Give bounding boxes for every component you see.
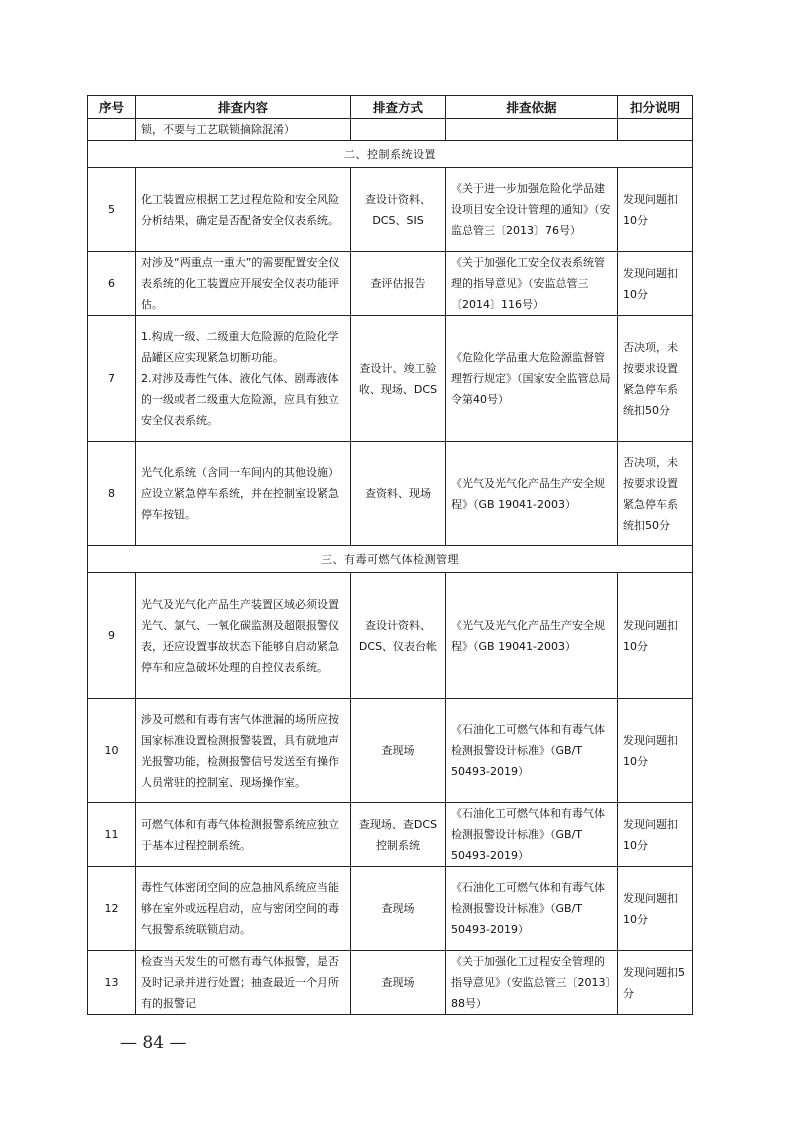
row-basis: 《光气及光气化产品生产安全规程》（GB 19041-2003） [446, 442, 618, 546]
row-method: 查资料、现场 [351, 442, 446, 546]
carry-method [351, 119, 446, 141]
row-deduction: 否决项，未按要求设置紧急停车系统扣50分 [618, 316, 693, 442]
row-number: 10 [88, 699, 136, 803]
row-content: 可燃气体和有毒气体检测报警系统应独立于基本过程控制系统。 [136, 803, 351, 867]
header-basis: 排查依据 [446, 96, 618, 119]
row-basis: 《石油化工可燃气体和有毒气体检测报警设计标准》（GB/T 50493-2019） [446, 699, 618, 803]
table-row [88, 803, 693, 867]
row-deduction: 发现问题扣10分 [618, 699, 693, 803]
row-method: 查设计资料、DCS、SIS [351, 168, 446, 252]
table-row [88, 573, 693, 699]
carry-over-row [88, 119, 693, 141]
header-method: 排查方式 [351, 96, 446, 119]
row-method: 查设计、竣工验收、现场、DCS [351, 316, 446, 442]
row-number: 5 [88, 168, 136, 252]
row-number: 11 [88, 803, 136, 867]
row-content: 光气及光气化产品生产装置区域必须设置光气、氯气、一氧化碳监测及超限报警仪表，还应设置事故状态下能够自启动紧急停车和应急破坏处理的自控仪表系统。 [136, 573, 351, 699]
section-row [88, 546, 693, 573]
row-number: 12 [88, 867, 136, 951]
row-deduction: 发现问题扣10分 [618, 803, 693, 867]
inspection-table [87, 95, 693, 1015]
section-title: 三、有毒可燃气体检测管理 [88, 546, 693, 573]
row-method: 查评估报告 [351, 252, 446, 316]
row-number: 6 [88, 252, 136, 316]
row-number: 9 [88, 573, 136, 699]
row-method: 查设计资料、DCS、仪表台帐 [351, 573, 446, 699]
row-method: 查现场 [351, 867, 446, 951]
carry-deduction [618, 119, 693, 141]
row-number: 7 [88, 316, 136, 442]
carry-content: 锁，不要与工艺联锁摘除混淆） [136, 119, 351, 141]
header-deduction: 扣分说明 [618, 96, 693, 119]
row-basis: 《关于加强化工安全仪表系统管理的指导意见》（安监总管三〔2014〕116号） [446, 252, 618, 316]
carry-no [88, 119, 136, 141]
table-row [88, 442, 693, 546]
row-basis: 《关于加强化工过程安全管理的指导意见》（安监总管三〔2013〕88号） [446, 951, 618, 1015]
row-content: 毒性气体密闭空间的应急抽风系统应当能够在室外或远程启动，应与密闭空间的毒气报警系统联锁启动。 [136, 867, 351, 951]
row-number: 13 [88, 951, 136, 1015]
header-content: 排查内容 [136, 96, 351, 119]
table-row [88, 951, 693, 1015]
header-row [88, 96, 693, 119]
section-title: 二、控制系统设置 [88, 141, 693, 168]
row-basis: 《光气及光气化产品生产安全规程》（GB 19041-2003） [446, 573, 618, 699]
table-row [88, 316, 693, 442]
row-content: 检查当天发生的可燃有毒气体报警，是否及时记录并进行处置；抽查最近一个月所有的报警记 [136, 951, 351, 1015]
section-row [88, 141, 693, 168]
row-deduction: 否决项，未按要求设置紧急停车系统扣50分 [618, 442, 693, 546]
header-no: 序号 [88, 96, 136, 119]
row-basis: 《危险化学品重大危险源监督管理暂行规定》（国家安全监管总局令第40号） [446, 316, 618, 442]
row-content: 涉及可燃和有毒有害气体泄漏的场所应按国家标准设置检测报警装置，具有就地声光报警功能，检测报警信号发送至有操作人员常驻的控制室、现场操作室。 [136, 699, 351, 803]
row-deduction: 发现问题扣10分 [618, 252, 693, 316]
row-content: 化工装置应根据工艺过程危险和安全风险分析结果，确定是否配备安全仪表系统。 [136, 168, 351, 252]
row-basis: 《关于进一步加强危险化学品建设项目安全设计管理的通知》（安监总管三〔2013〕76号） [446, 168, 618, 252]
row-method: 查现场、查DCS控制系统 [351, 803, 446, 867]
row-deduction: 发现问题扣10分 [618, 867, 693, 951]
row-content: 光气化系统（含同一车间内的其他设施）应设立紧急停车系统，并在控制室设紧急停车按钮。 [136, 442, 351, 546]
row-number: 8 [88, 442, 136, 546]
page-number: — 84 — [120, 1033, 187, 1053]
table-row [88, 252, 693, 316]
table-row [88, 168, 693, 252]
table-row [88, 867, 693, 951]
row-deduction: 发现问题扣5分 [618, 951, 693, 1015]
row-deduction: 发现问题扣10分 [618, 573, 693, 699]
row-method: 查现场 [351, 699, 446, 803]
row-basis: 《石油化工可燃气体和有毒气体检测报警设计标准》（GB/T 50493-2019） [446, 867, 618, 951]
carry-basis [446, 119, 618, 141]
table-row [88, 699, 693, 803]
row-content: 对涉及“两重点一重大”的需要配置安全仪表系统的化工装置应开展安全仪表功能评估。 [136, 252, 351, 316]
row-method: 查现场 [351, 951, 446, 1015]
row-deduction: 发现问题扣10分 [618, 168, 693, 252]
row-content: 1.构成一级、二级重大危险源的危险化学品罐区应实现紧急切断功能。 2.对涉及毒性气体、液化气体、剧毒液体的一级或者二级重大危险源，应具有独立安全仪表系统。 [136, 316, 351, 442]
row-basis: 《石油化工可燃气体和有毒气体检测报警设计标准》（GB/T 50493-2019） [446, 803, 618, 867]
